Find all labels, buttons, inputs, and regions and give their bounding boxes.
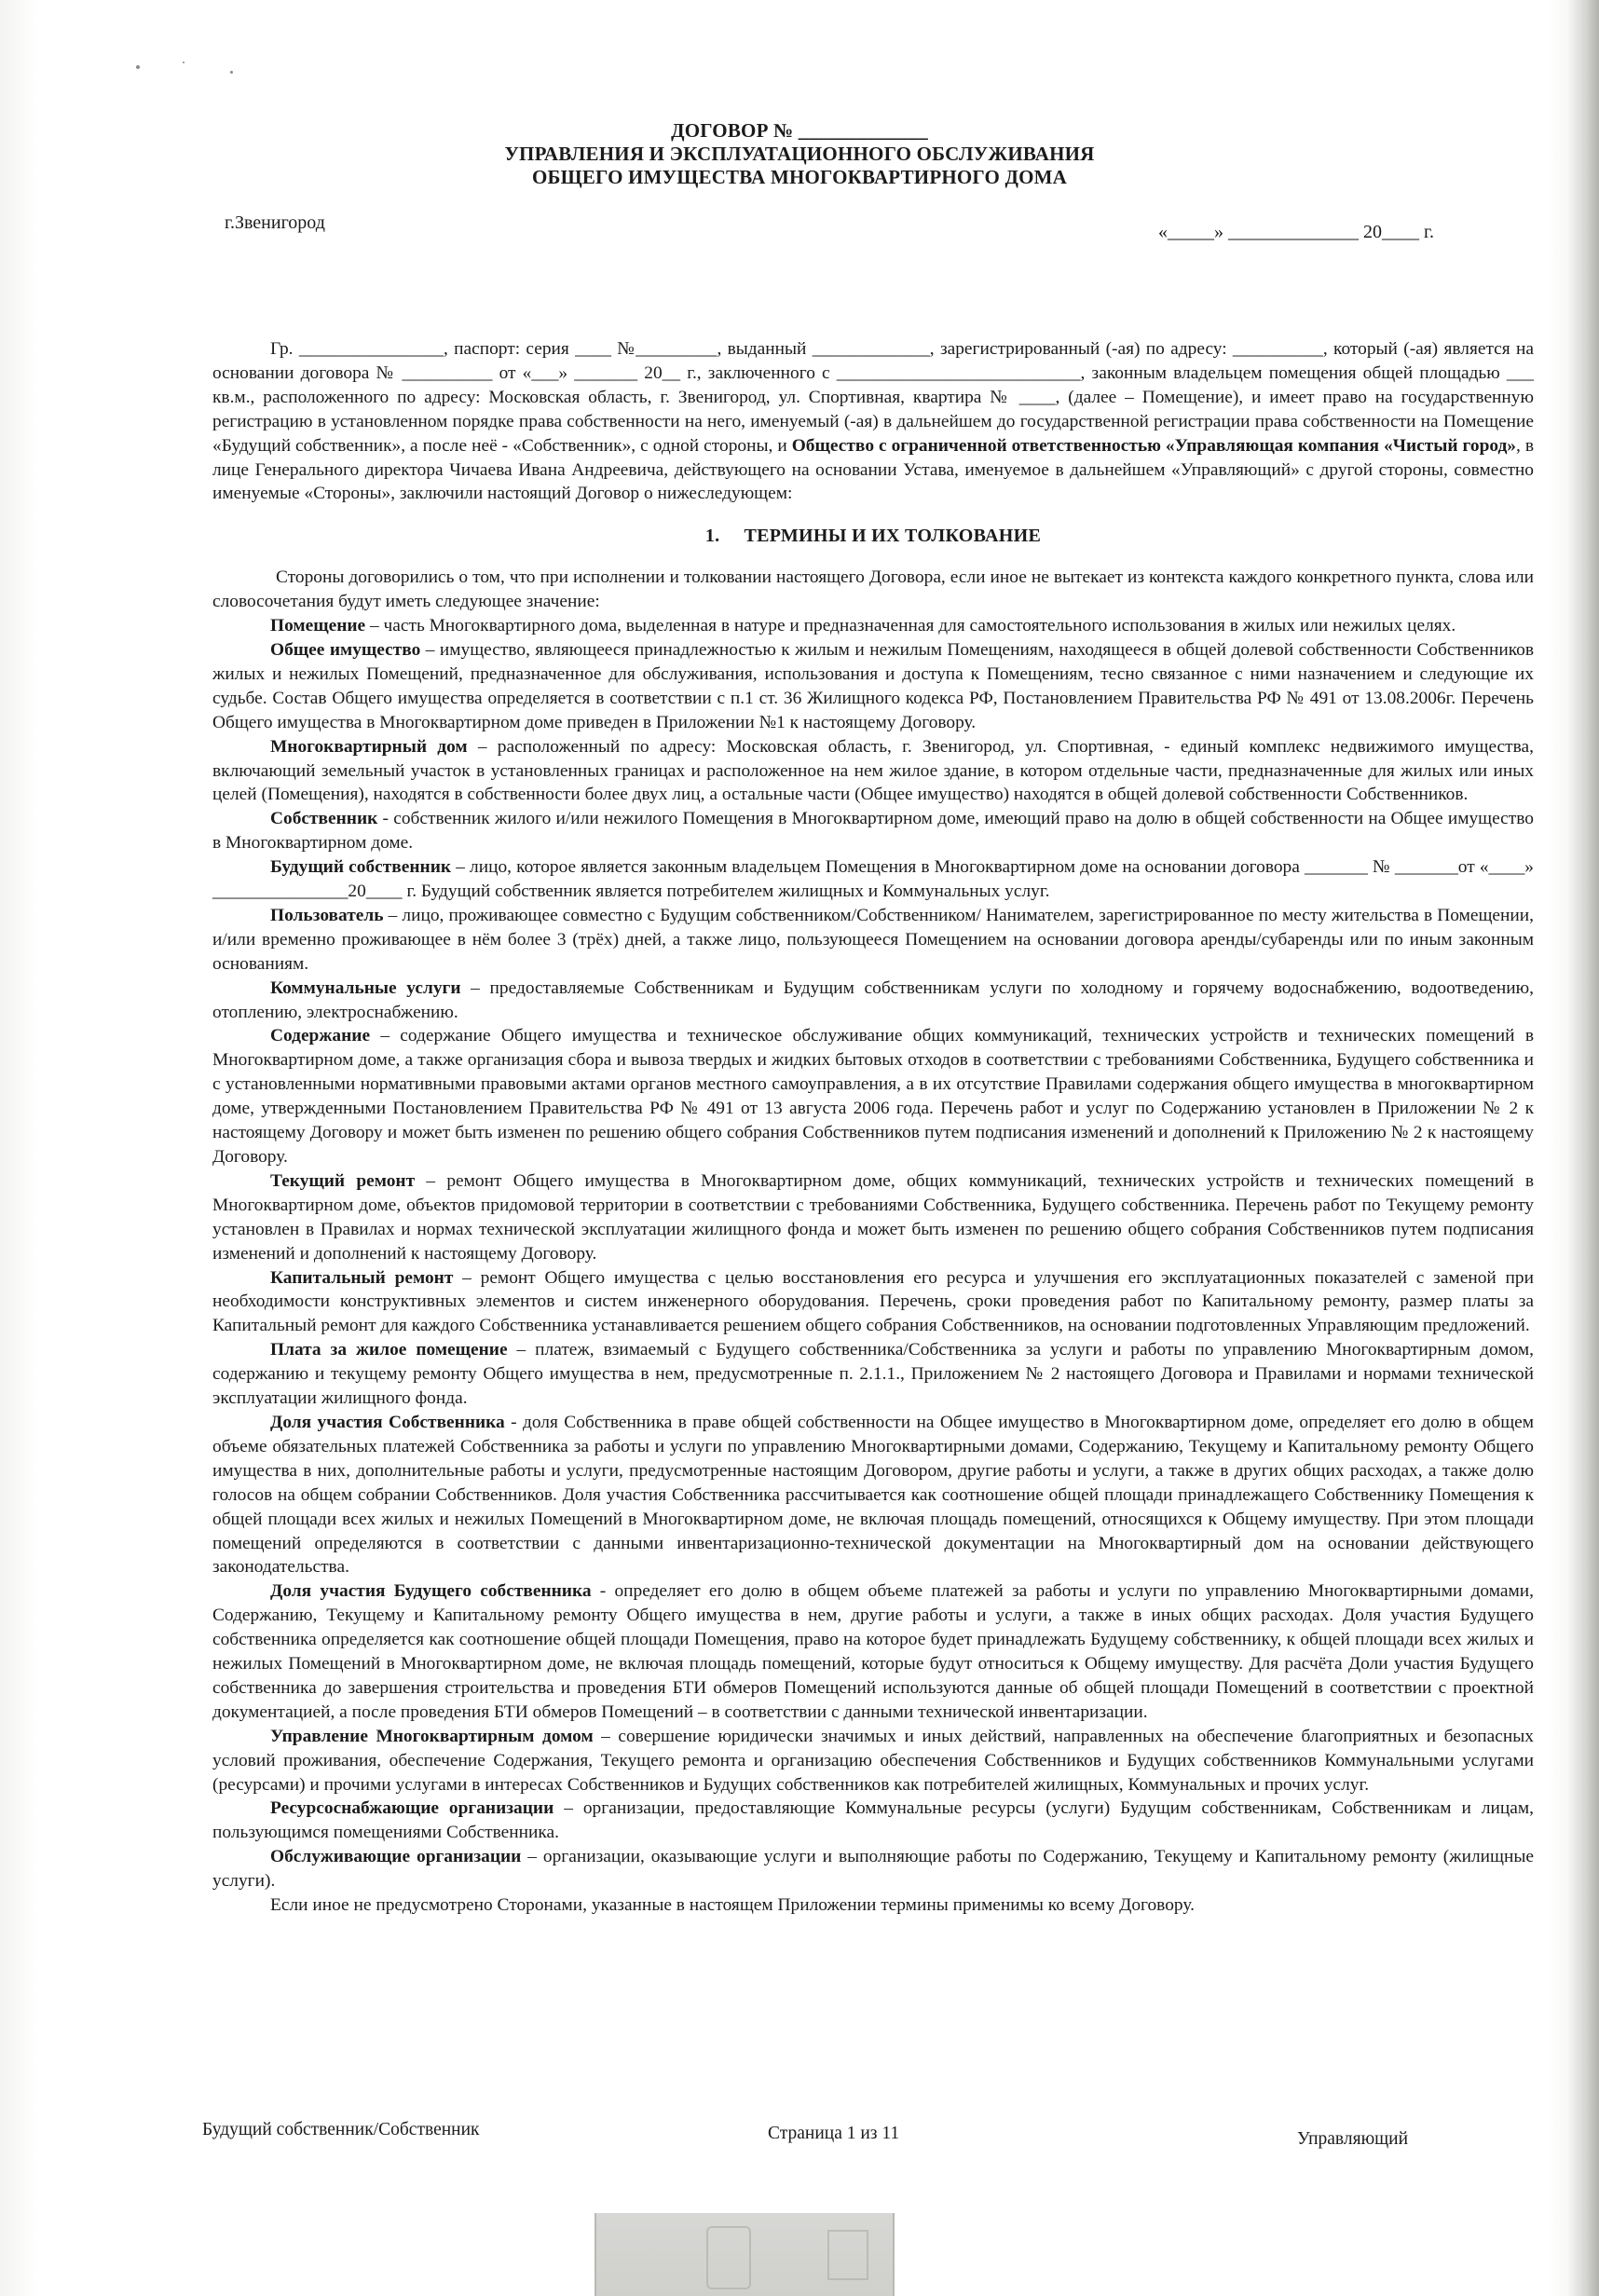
term-definition: – ремонт Общего имущества в Многоквартирном доме, общих коммуникаций, технических устройств и технических помещений в Многоквартирном доме, объектов придомовой территории в соответствии с требованиями Собственника, Будущего собственника. Перечень работ по Текущему ремонту установлен в Правилах и нормах технической эксплуатации жилищного фонда и может быть изменен по решению общего собрания Собственников путем подписания изменений и дополнений к настоящему Договору. [212,1170,1534,1264]
scan-speck [183,62,184,63]
section-heading [212,525,1534,549]
term-name: Общее имущество [270,639,421,660]
next-page-edge [594,2213,895,2296]
term-item [212,1411,1534,1579]
scan-speck [136,65,140,69]
term-definition: - собственник жилого и/или нежилого Помещения в Многоквартирном доме, имеющий право на долю в общей собственности на Общее имущество в Многоквартирном доме. [212,809,1534,854]
term-item [212,1725,1534,1797]
intro-text-end: , в лице Генерального директора Чичаева Ивана Андреевича, действующего на основании Устава, именуемое в дальнейшем «Управляющий» с другой стороны, совместно именуемые «Стороны», заключили настоящий Договор о нижеследующем: [212,435,1534,504]
term-item [212,904,1534,977]
term-name: Обслуживающие организации [270,1847,522,1867]
intro-paragraph [212,337,1534,506]
term-item [212,614,1534,638]
term-name: Коммунальные услуги [270,977,461,998]
term-definition: – совершение юридически значимых и иных действий, направленных на обеспечение благоприятных и безопасных условий проживания, обеспечение Содержания, Текущего ремонта и организацию обеспечения Собственников и Будущих собственников Коммунальными услугами (ресурсами) и прочими услугами в интересах Собственников и Будущих собственников как потребителей жилищных, Коммунальных и прочих услуг. [212,1726,1534,1795]
terms-list [212,614,1534,1893]
intro-text: Гр. ________________, паспорт: серия ____ №_________, выданный _____________, зарегистрированный (-ая) по адресу: __________, который (-ая) является на основании договора № __________ от «___» _______ 20__ г., заключенного с ___________________________, законным владельцем помещения общей площадью ___ кв.м., расположенного по адресу: Московская область, г. Звенигород, ул. Спортивная, квартира № ____, (далее – Помещение), и имеет право на государственную регистрацию в установленном порядке права собственности на него, именуемый (-ая) в дальнейшем до государственной регистрации права собственности на Помещение «Будущий собственник», а после неё - «Собственник», с одной стороны, и [212,339,1534,456]
term-item [212,855,1534,904]
term-name: Собственник [270,809,378,829]
section-number: 1. [704,526,720,547]
contract-date: «_____» ______________ 20____ г. [1158,222,1434,242]
scan-edge-shadow [1567,0,1599,2296]
term-definition: – ремонт Общего имущества с целью восстановления его ресурса и улучшения его эксплуатационных показателей с заменой при необходимости конструктивных элементов и систем инженерного оборудования. Перечень, сроки проведения работ по Капитальному ремонту, размер платы за Капитальный ремонт для каждого Собственника устанавливается решением общего собрания Собственников, на основании подготовленных Управляющим предложений. [212,1267,1534,1336]
term-item [212,735,1534,808]
watermark-shape [706,2226,751,2289]
term-definition: – предоставляемые Собственникам и Будущим собственникам услуги по холодному и горячему водоснабжению, водоотведению, отоплению, электроснабжению. [212,977,1534,1022]
document-body [212,337,1534,1918]
term-item [212,807,1534,855]
term-item [212,1845,1534,1893]
preamble-paragraph: Стороны договорились о том, что при исполнении и толковании настоящего Договора, если иное не вытекает из контекста каждого конкретного пункта, слова или словосочетания будут иметь следующее значение: [212,567,1534,612]
term-name: Содержание [270,1026,371,1046]
term-item [212,1024,1534,1168]
term-definition: – имущество, являющееся принадлежностью к жилым и нежилым Помещениям, находящееся в общей долевой собственности Собственников жилых и нежилых Помещений, предназначенное для обслуживания, использования и доступа к Помещениям, тесно связанное с ними назначением и следующие их судьбе. Состав Общего имущества определяется в соответствии с п.1 ст. 36 Жилищного кодекса РФ, Постановлением Правительства РФ № 491 от 13.08.2006г. Перечень Общего имущества в Многоквартирном доме приведен в Приложении №1 к настоящему Договору. [212,639,1534,732]
term-item [212,638,1534,735]
footer-signature-manager: Управляющий [1297,2129,1409,2149]
company-name: Обществo с ограниченной ответственностью «Управляющая компания «Чистый город» [791,435,1516,456]
term-item [212,1338,1534,1411]
term-definition: – организации, оказывающие услуги и выполняющие работы по Содержанию, Текущему и Капитальному ремонту (жилищные услуги). [212,1847,1535,1892]
term-name: Текущий ремонт [270,1170,416,1191]
term-definition: – лицо, которое является законным владельцем Помещения в Многоквартирном доме на основании договора _______ № _______от «____» _______________20____ г. Будущий собственник является потребителем жилищных и Коммунальных услуг. [212,857,1534,902]
city-name: г.Звенигород [225,212,325,233]
section-title: ТЕРМИНЫ И ИХ ТОЛКОВАНИЕ [744,526,1042,547]
term-name: Ресурсоснабжающие организации [270,1798,554,1819]
term-item [212,1169,1534,1266]
term-definition: – содержание Общего имущества и техническое обслуживание общих коммуникаций, технических устройств и технических помещений в Многоквартирном доме, а также организация сбора и вывоза твердых и жидких бытовых отходов в соответствии с требованиями Собственника, Будущего собственника и с установленными нормативными правовыми актами органов местного самоуправления, а в их отсутствие Правилами содержания общего имущества в многоквартирном доме, утвержденными Постановлением Правительства РФ № 491 от 13 августа 2006 года. Перечень работ и услуг по Содержанию установлен в Приложении № 2 к настоящему Договору и может быть изменен по решению общего собрания Собственников путем подписания изменений и дополнений к Приложению № 2 к настоящему Договору. [212,1026,1534,1167]
term-name: Пользователь [270,905,384,925]
term-item [212,977,1534,1025]
term-definition: – расположенный по адресу: Московская область, г. Звенигород, ул. Спортивная, - единый комплекс недвижимого имущества, включающий земельный участок в установленных границах и расположенное на нем жилое здание, в котором отдельные части, предназначенные для жилых или иных целей (Помещения), находятся в собственности более двух лиц, а остальные части (Общее имущество) находятся в общей долевой собственности Собственников. [212,736,1534,805]
term-name: Многоквартирный дом [270,736,468,757]
scan-speck [230,71,233,74]
term-name: Управление Многоквартирным домом [270,1726,594,1746]
term-definition: – лицо, проживающее совместно с Будущим собственником/Собственником/ Нанимателем, зарегистрированное по месту жительства в Помещении, и/или временно проживающее в нём более 3 (трёх) дней, а также лицо, пользующееся Помещением на основании договора аренды/субаренды или по иным законным основаниям. [212,905,1534,974]
term-name: Капитальный ремонт [270,1267,454,1288]
footer-signature-owner: Будущий собственник/Собственник [202,2120,480,2139]
term-definition: – часть Многоквартирного дома, выделенная в натуре и предназначенная для самостоятельного использования в жилых или нежилых целях. [365,616,1456,636]
term-name: Будущий собственник [270,857,452,878]
contract-number-title: ДОГОВОР № _____________ [671,119,928,142]
page-number: Страница 1 из 11 [768,2124,900,2143]
term-item [212,1797,1534,1845]
contract-subtitle-1: УПРАВЛЕНИЯ И ЭКСПЛУАТАЦИОННОГО ОБСЛУЖИВАНИЯ [504,143,1095,165]
contract-subtitle-2: ОБЩЕГО ИМУЩЕСТВА МНОГОКВАРТИРНОГО ДОМА [531,166,1068,188]
term-name: Плата за жилое помещение [270,1340,508,1360]
term-name: Доля участия Собственника [270,1412,505,1432]
document-header [0,119,1599,189]
term-name: Помещение [270,616,366,636]
closing-paragraph: Если иное не предусмотрено Сторонами, указанные в настоящем Приложении термины применимы ко всему Договору. [270,1895,1195,1916]
term-definition: - доля Собственника в праве общей собственности на Общее имущество в Многоквартирном доме, определяет его долю в общем объеме обязательных платежей Собственника за работы и услуги по управлению Многоквартирными домами, Содержанию, Текущему и Капитальному ремонту Общего имущества в них, дополнительные работы и услуги, предусмотренные настоящим Договором, другие работы и услуги, а также в других общих расходах, а также долю голосов на общем собрании Собственников. Доля участия Собственника рассчитывается как соотношение общей площади принадлежащего Собственнику Помещения к общей площади всех жилых и нежилых Помещений в Многоквартирном доме, не включая площадь помещений, относящихся к Общему имуществу. При этом площади помещений определяются в соответствии с данными инвентаризационно-технической документации на Многоквартирный дом на основании действующего законодательства. [212,1412,1535,1578]
term-name: Доля участия Будущего собственника [270,1581,592,1602]
term-item [212,1579,1534,1724]
watermark-shape [827,2230,868,2280]
term-item [212,1266,1534,1339]
term-definition: - определяет его долю в общем объеме платежей за работы и услуги по управлению Многоквартирными домами, Содержанию, Текущему и Капитальному ремонту Общего имущества в нем, другие работы и услуги, а также в иных общих расходах. Доля участия Будущего собственника определяется как соотношение общей площади Помещения, право на которое будет принадлежать Будущему собственнику, к общей площади всех жилых и нежилых Помещений в Многоквартирном доме, не включая площадь помещений, которые будут относиться к Общему имуществу. Для расчёта Доли участия Будущего собственника до завершения строительства и проведения БТИ обмеров Помещений используются данные об общей площади Помещений в соответствии с проектной документацией, а после проведения БТИ обмеров Помещений – в соответствии с данными технической инвентаризации. [212,1581,1534,1722]
term-definition: – организации, предоставляющие Коммунальные ресурсы (услуги) Будущим собственникам, Собственникам и лицам, пользующимся помещениями Собственника. [212,1798,1534,1843]
term-definition: – платеж, взимаемый с Будущего собственника/Собственника за услуги и работы по управлению Многоквартирным домом, содержанию и текущему ремонту Общего имущества в нем, предусмотренные п. 2.1.1., Приложением № 2 настоящего Договора и Правилами и нормами технической эксплуатации жилищного фонда. [212,1340,1534,1409]
